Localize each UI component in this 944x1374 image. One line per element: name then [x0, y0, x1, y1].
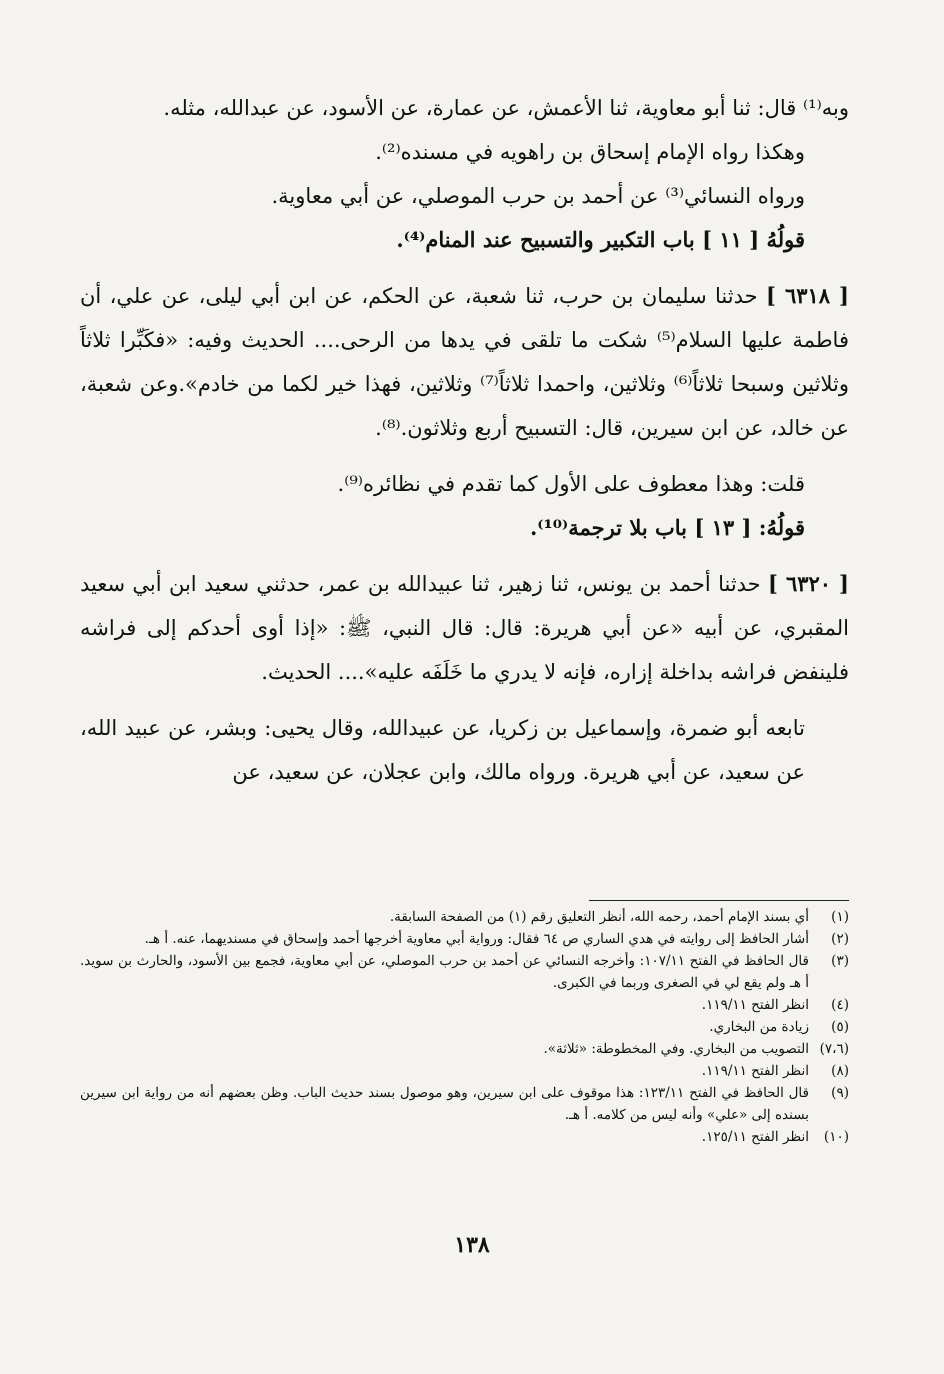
paragraph: قلت: وهذا معطوف على الأول كما تقدم في نظائره⁽⁹⁾. [337, 472, 805, 496]
footnote-text: أشار الحافظ إلى روايته في هدي الساري ص ٦٤ فقال: ورواية أبي معاوية أخرجها أحمد وإسحاق في مسنديهما، عنه. أ هـ. [144, 931, 809, 947]
footnote-number: (٢) [831, 931, 849, 947]
hadith-number: [ ٦٣٢٠ ] [768, 571, 849, 596]
page-number: ١٣٨ [454, 1232, 490, 1258]
main-text [80, 86, 849, 794]
footnote-text: التصويب من البخاري. وفي المخطوطة: «ثلاثة». [543, 1041, 809, 1057]
paragraph: وهكذا رواه الإمام إسحاق بن راهويه في مسنده⁽²⁾. [375, 140, 805, 164]
hadith-text: حدثنا سليمان بن حرب، ثنا شعبة، عن الحكم، عن ابن أبي ليلى، عن علي، أن فاطمة عليها السلام⁽⁵⁾ شكت ما تلقى في يدها من الرحى.... الحديث وفيه: «فكَبِّرا ثلاثاً وثلاثين وسبحا ثلاثاً⁽⁶⁾ وثلاثين، واحمدا ثلاثاً⁽⁷⁾ وثلاثين، فهذا خير لكما من خادم».وعن شعبة، عن خالد، عن ابن سيرين، قال: التسبيح أربع وثلاثون.⁽⁸⁾. [80, 284, 849, 440]
footnote-number: (٥) [831, 1019, 849, 1035]
paragraph: ورواه النسائي⁽³⁾ عن أحمد بن حرب الموصلي، عن أبي معاوية. [271, 184, 805, 208]
footnote-text: انظر الفتح ١١٩/١١. [701, 1063, 809, 1079]
footnote [80, 994, 849, 1016]
footnote [80, 1016, 849, 1038]
footnote-text: انظر الفتح ١٢٥/١١. [701, 1129, 809, 1145]
footnote-number: (١٠) [823, 1129, 849, 1145]
footnote-divider [589, 900, 849, 901]
footnote-number: (٨) [831, 1063, 849, 1079]
hadith-paragraph [80, 562, 849, 694]
hadith-text: حدثنا أحمد بن يونس، ثنا زهير، ثنا عبيدالله بن عمر، حدثني سعيد ابن أبي سعيد المقبري، عن أبيه «عن أبي هريرة: قال: قال النبي، ﷺ: «إذا أوى أحدكم إلى فراشه فلينفض فراشه بداخلة إزاره، فإنه لا يدري ما خَلَفَه عليه».... الحديث. [80, 572, 849, 684]
hadith-paragraph [80, 274, 849, 450]
footnote [80, 1126, 849, 1148]
footnote-number: (١) [831, 909, 849, 925]
footnote-text: زيادة من البخاري. [709, 1019, 809, 1035]
footnote-number: (٩) [831, 1085, 849, 1101]
footnote [80, 928, 849, 950]
footnote-number: (٣) [831, 953, 849, 969]
footnote-text: انظر الفتح ١١٩/١١. [701, 997, 809, 1013]
hadith-number: [ ٦٣١٨ ] [766, 283, 849, 308]
paragraph: تابعه أبو ضمرة، وإسماعيل بن زكريا، عن عبيدالله، وقال يحيى: وبشر، عن عبيد الله، عن سعيد، عن أبي هريرة. ورواه مالك، وابن عجلان، عن سعيد، عن [80, 716, 805, 784]
footnote [80, 906, 849, 928]
footnotes [80, 906, 849, 1148]
footnote [80, 1060, 849, 1082]
footnote-number: (٤) [831, 997, 849, 1013]
footnote-text: قال الحافظ في الفتح ١٢٣/١١: هذا موقوف على ابن سيرين، وهو موصول بسند حديث الباب. وظن بعضهم أنه من رواية ابن سيرين بسنده إلى «علي» وأنه ليس من كلامه. أ هـ. [80, 1085, 810, 1123]
footnote-text: أي بسند الإمام أحمد، رحمه الله، أنظر التعليق رقم (١) من الصفحة السابقة. [389, 909, 809, 925]
paragraph: وبه⁽¹⁾ قال: ثنا أبو معاوية، ثنا الأعمش، عن عمارة، عن الأسود، عن عبدالله، مثله. [163, 96, 849, 120]
footnote [80, 950, 849, 994]
footnote-text: قال الحافظ في الفتح ١٠٧/١١: وأخرجه النسائي عن أحمد بن حرب الموصلي، عن أبي معاوية، فجمع بين الأسود، والحارث بن سويد. أ هـ ولم يقع لي في الصغرى وربما في الكبرى. [80, 953, 809, 991]
footnote [80, 1082, 849, 1126]
chapter-heading: قولُهُ: [ ١٣ ] باب بلا ترجمة⁽¹⁰⁾. [529, 515, 805, 540]
footnote-number: (٧،٦) [819, 1041, 849, 1057]
chapter-heading: قولُهُ [ ١١ ] باب التكبير والتسبيح عند المنام⁽⁴⁾. [396, 227, 805, 252]
footnote [80, 1038, 849, 1060]
